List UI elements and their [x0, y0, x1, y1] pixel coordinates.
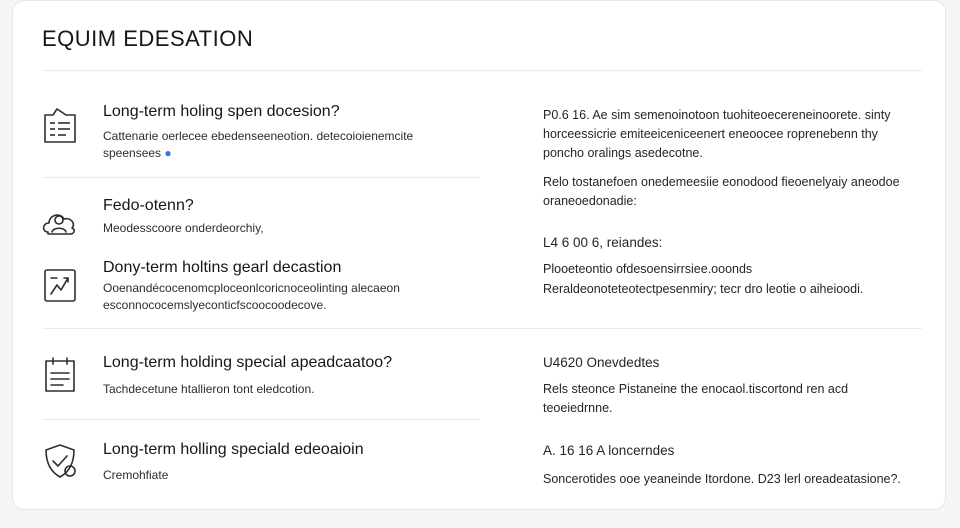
answer-3-heading: U4620 Onevdedtes	[543, 355, 660, 370]
question-1-title[interactable]: Long-term holing spen docesion?	[103, 103, 340, 120]
item-divider	[42, 177, 480, 178]
section-divider	[42, 328, 922, 329]
chart-document-icon	[40, 265, 80, 305]
answer-4-heading: A. 16 16 A loncerndes	[543, 443, 675, 458]
item-divider	[42, 419, 480, 420]
faq-card	[12, 0, 946, 510]
question-4-desc: Tachdecetune htallieron tont eledcotion.	[103, 382, 315, 396]
notes-icon	[40, 355, 80, 395]
cloud-person-icon	[40, 199, 80, 239]
question-4-title[interactable]: Long-term holding special apeadcaatoo?	[103, 354, 393, 371]
page-title: EQUIM EDESATION	[42, 26, 254, 51]
question-1-desc	[103, 128, 443, 162]
answer-2-line2: Reraldeonoteteotectpesenmiry; tecr dro leotie o aiheioodi.	[543, 282, 864, 296]
question-2-title[interactable]: Fedo-otenn?	[103, 197, 194, 214]
answer-3-text: Rels steonce Pistaneine the enocaol.tiscortond ren acd teoeiedrnne.	[543, 382, 849, 415]
answer-4-text: Soncerotides ooe yeaneinde Itordone. D23 lerl oreadeatasione?.	[543, 472, 901, 486]
question-2-desc: Meodesscoore onderdeorchiy,	[103, 221, 264, 235]
answer-2-heading: L4 6 00 6, reiandes:	[543, 235, 663, 250]
question-3-title[interactable]: Dony-term holtins gearl decastion	[103, 259, 342, 276]
question-5-desc: Cremohfiate	[103, 468, 169, 482]
answer-1-text: P0.6 16. Ae sim semenoinotoon tuohiteoecereneinoorete. sinty horceessicrie emiteeiceniceenert eneoocee roprenebenn thy poncho oralings asedecotne.	[543, 108, 891, 160]
document-list-icon	[40, 105, 80, 145]
answer-1-note: Relo tostanefoen onedemeesiie eonodood fieoenelyaiy aneodoe oraneoedonadie:	[543, 175, 900, 208]
question-5-title[interactable]: Long-term holling speciald edeoaioin	[103, 441, 364, 458]
question-1-desc-line1: Cattenarie oerlecee ebedenseeneotion. detecoioienemcite	[103, 129, 414, 143]
info-dot-icon: ●	[164, 146, 172, 160]
shield-check-icon	[40, 441, 80, 481]
header-divider	[42, 70, 922, 71]
answer-2-line1: Plooeteontio ofdesoensirrsiee.ooonds	[543, 262, 753, 276]
question-1-desc-line2: speensees	[103, 146, 162, 160]
question-3-desc: Ooenandécocenomcploceonlcoricnoceolinting alecaeon esconnococemslyeconticfscoocoodecove.	[103, 281, 400, 312]
